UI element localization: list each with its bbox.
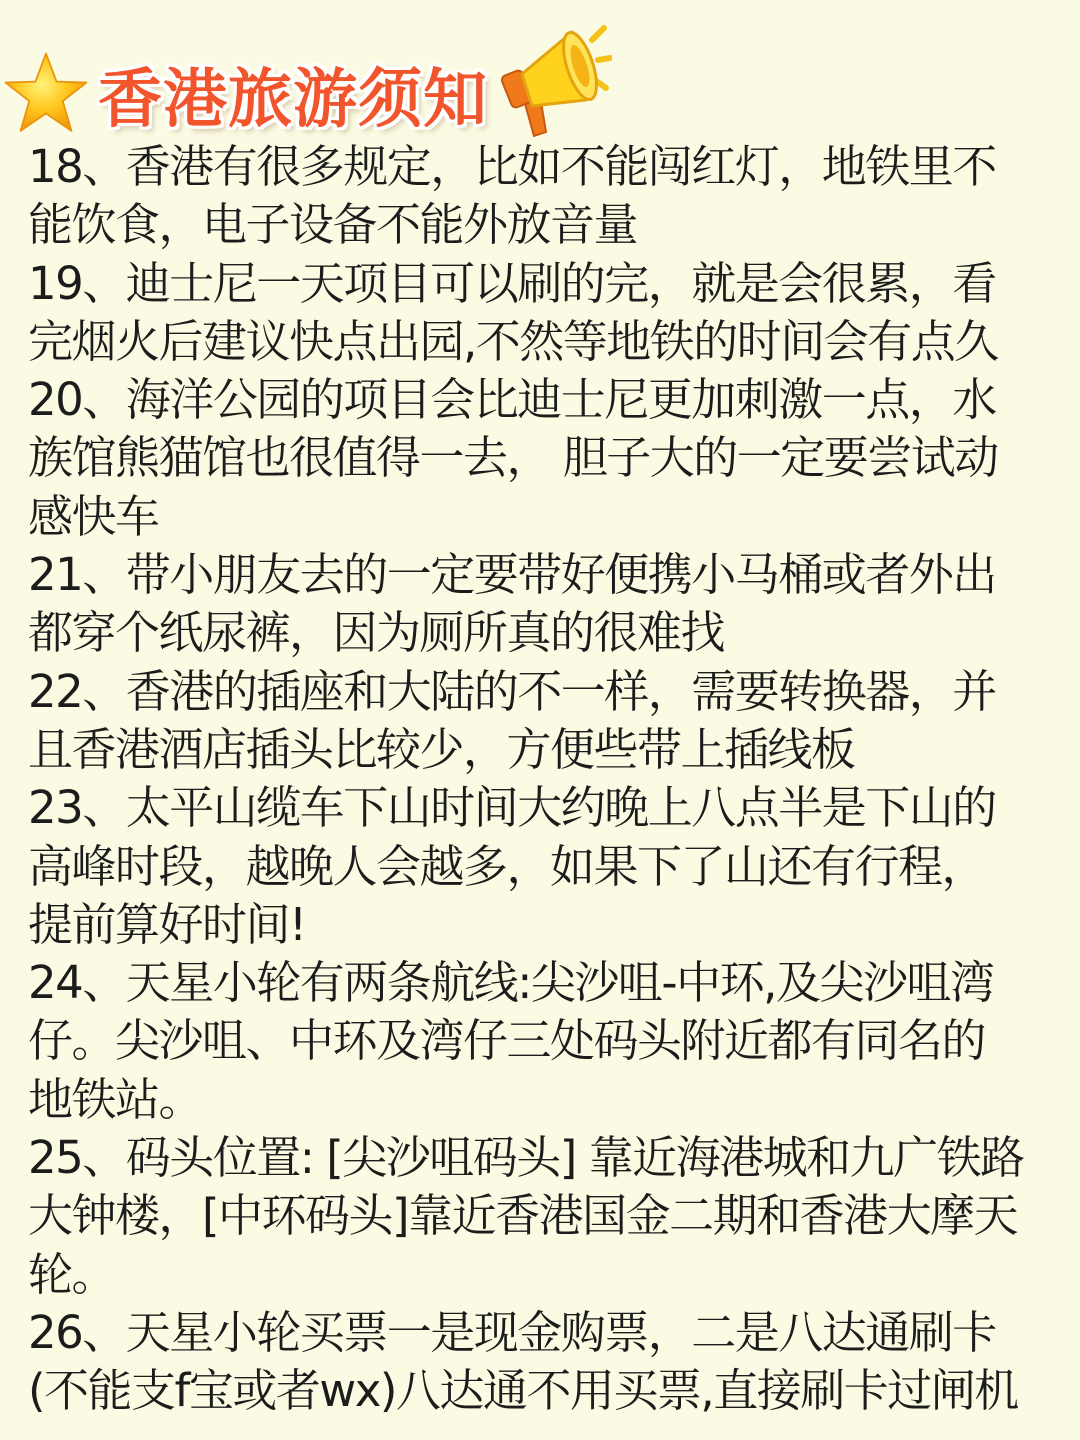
tip-item [28,255,1068,372]
tip-line: 20、海洋公园的项目会比迪士尼更加刺激一点，水 [28,373,996,427]
header [0,10,1080,140]
star-icon [2,50,90,138]
tip-line: 且香港酒店插头比较少，方便些带上插线板 [28,722,855,776]
tip-line: 地铁站。 [28,1072,203,1126]
tip-item [28,138,1068,255]
tip-item [28,779,1068,954]
tip-line: 22、香港的插座和大陆的不一样，需要转换器，并 [28,664,996,718]
page-title: 香港旅游须知 [98,63,488,137]
tip-line: 高峰时段，越晚人会越多，如果下了山还有行程， [28,839,986,893]
tip-line: 24、天星小轮有两条航线:尖沙咀-中环,及尖沙咀湾 [28,956,994,1010]
tip-line: 轮。 [28,1247,116,1301]
tip-line: 23、太平山缆车下山时间大约晚上八点半是下山的 [28,781,996,835]
tip-line: 19、迪士尼一天项目可以刷的完，就是会很累，看 [28,256,996,310]
tip-line: 18、香港有很多规定，比如不能闯红灯，地铁里不 [28,140,996,193]
tip-line: 族馆熊猫馆也很值得一去， 胆子大的一定要尝试动 [28,431,998,485]
tip-line: 都穿个纸尿裤，因为厕所真的很难找 [28,606,725,660]
tip-item [28,954,1068,1129]
tip-item [28,1304,1068,1421]
tips-list [28,138,1068,1421]
tip-line: 能饮食，电子设备不能外放音量 [28,198,638,252]
tip-item [28,371,1068,546]
tip-line: (不能支f宝或者wx)八达通不用买票,直接刷卡过闸机 [28,1364,1018,1418]
tip-item [28,663,1068,780]
tip-line: 仔。尖沙咀、中环及湾仔三处码头附近都有同名的 [28,1014,986,1068]
megaphone-icon [500,14,612,142]
tip-item [28,1129,1068,1304]
tip-line: 21、带小朋友去的一定要带好便携小马桶或者外出 [28,548,996,602]
tip-line: 完烟火后建议快点出园,不然等地铁的时间会有点久 [28,314,998,368]
tip-line: 25、码头位置: [尖沙咀码头] 靠近海港城和九广铁路 [28,1131,1024,1185]
tip-line: 提前算好时间! [28,897,306,951]
tip-item [28,546,1068,663]
tip-line: 大钟楼，[中环码头]靠近香港国金二期和香港大摩天 [28,1189,1018,1243]
tip-line: 26、天星小轮买票一是现金购票，二是八达通刷卡 [28,1305,996,1359]
tip-line: 感快车 [28,489,159,543]
